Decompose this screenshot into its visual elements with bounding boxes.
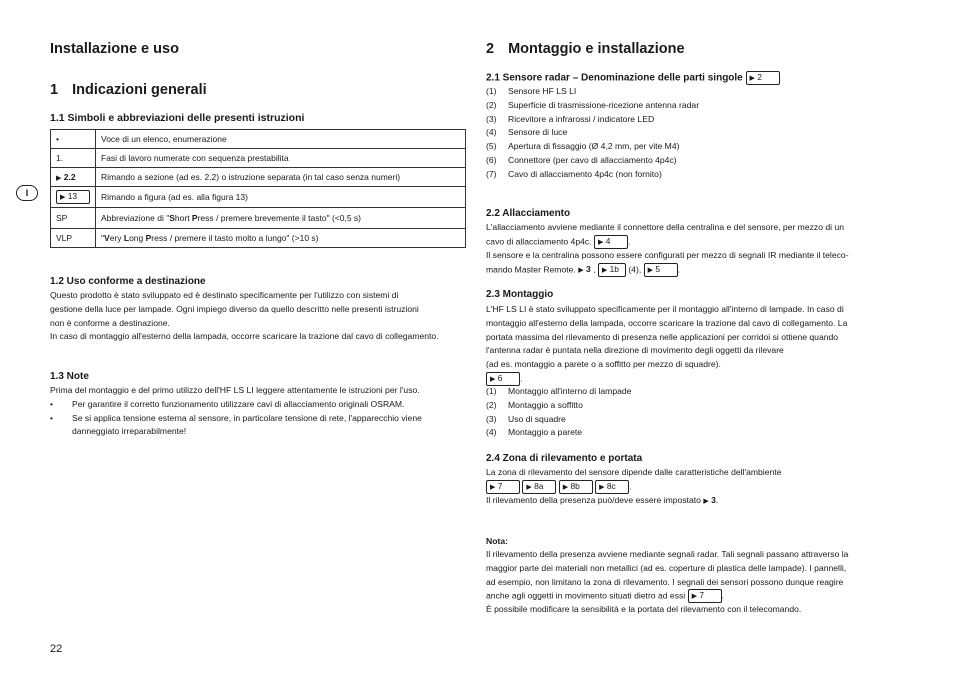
arrow-right-icon: ▶ xyxy=(490,483,496,491)
figure-ref-badge: ▶ 8c xyxy=(595,480,629,494)
paragraph-line: ad esempio, non limitano la zona di rilevamento. I segnali dei sensori possono dunque reagire xyxy=(486,576,844,587)
symbol-cell: 1. xyxy=(51,149,96,168)
section-2-4-body xyxy=(486,466,896,509)
description-cell: Voce di un elenco, enumerazione xyxy=(96,130,466,149)
description-cell: Rimando a sezione (ad es. 2.2) o istruzione separata (in tal caso senza numeri) xyxy=(96,168,466,187)
paragraph-line: portata massima del rilevamento di presenza nelle applicazioni per corridoi si ottiene quando xyxy=(486,331,839,342)
parts-list xyxy=(486,85,896,182)
bullet-icon: • xyxy=(50,398,54,409)
paragraph-line: Questo prodotto è stato sviluppato ed è destinato specificamente per l'utilizzo con sistemi di xyxy=(50,290,399,300)
arrow-right-icon: ▶ xyxy=(578,266,584,274)
table-row xyxy=(51,168,466,187)
section-1-3-body xyxy=(50,384,466,439)
section-1-title: 1 Indicazioni generali xyxy=(50,82,207,98)
arrow-right-icon: ▶ xyxy=(597,238,604,246)
list-item: (2) Montaggio a soffitto xyxy=(486,399,583,410)
arrow-right-icon: ▶ xyxy=(749,75,755,82)
paragraph-line: (ad es. montaggio a parete o a soffitto per mezzo di squadre). xyxy=(486,359,721,370)
paragraph-line: maggior parte dei materiali non metallici (ad es. coperture di plastica delle lampade). I pannelli, xyxy=(486,562,847,573)
paragraph-line: Prima del montaggio e del primo utilizzo dell'HF LS LI leggere attentamente le istruzioni per l'uso. xyxy=(50,385,420,395)
arrow-right-icon: ▶ xyxy=(647,266,653,274)
arrow-right-icon: ▶ xyxy=(599,483,605,491)
figure-ref-badge: ▶ 13 xyxy=(56,190,90,204)
list-item: danneggiato irreparabilmente! xyxy=(72,426,187,437)
symbol-cell xyxy=(51,187,96,208)
arrow-right-icon: ▶ xyxy=(703,497,709,505)
table-row xyxy=(51,208,466,229)
section-2-1-title: 2.1 Sensore radar – Denominazione delle parti singole ▶ 2 xyxy=(486,71,896,85)
paragraph-line: ▶ 6 . xyxy=(486,372,896,386)
section-1-3-title: 1.3 Note xyxy=(50,371,89,382)
list-item: • Per garantire il corretto funzionamento utilizzare cavi di allacciamento originali OSRAM. xyxy=(50,398,466,412)
figure-ref-badge: ▶ 5 xyxy=(644,263,678,277)
list-item: (6) Connettore (per cavo di allacciamento 4p4c) xyxy=(486,154,677,165)
list-item: (7) Cavo di allacciamento 4p4c (non fornito) xyxy=(486,168,662,179)
description-cell: Abbreviazione di "Short Press / premere brevemente il tasto" (<0,5 s) xyxy=(96,208,466,229)
arrow-right-icon: ▶ xyxy=(56,175,62,182)
figure-ref-badge: ▶ 7 xyxy=(688,589,722,603)
arrow-right-icon: ▶ xyxy=(60,194,66,201)
list-item: (3) Uso di squadre xyxy=(486,413,566,424)
symbol-cell: VLP xyxy=(51,229,96,248)
paragraph-line: La zona di rilevamento del sensore dipende dalle caratteristiche dell'ambiente xyxy=(486,467,782,477)
paragraph-line: Il rilevamento della presenza avviene mediante segnali radar. Tali segnali passano attraverso la xyxy=(486,549,849,559)
arrow-right-icon: ▶ xyxy=(562,483,569,491)
symbol-cell: ▶ 2.2 xyxy=(51,168,96,187)
paragraph-line: cavo di allacciamento 4p4c. ▶ 4 . xyxy=(486,235,896,249)
description-cell: Fasi di lavoro numerate con sequenza prestabilita xyxy=(96,149,466,168)
figure-refs: ▶ 7 ▶ 8a ▶ 8b ▶ 8c . xyxy=(486,480,896,494)
list-item: (2) Superficie di trasmissione-ricezione antenna radar xyxy=(486,99,700,110)
paragraph-line: mando Master Remote. ▶ 3 , ▶ 1b (4), ▶ 5 . xyxy=(486,263,896,278)
page-heading: Installazione e uso xyxy=(50,41,179,57)
figure-ref-badge: ▶ 2 xyxy=(746,71,780,85)
section-1-1-title: 1.1 Simboli e abbreviazioni delle presenti istruzioni xyxy=(50,112,305,124)
list-item: (1) Sensore HF LS LI xyxy=(486,86,577,96)
language-badge: I xyxy=(16,185,38,201)
bullet-icon: • xyxy=(50,412,54,423)
figure-ref-badge: ▶ 1b xyxy=(598,263,626,277)
note-title: Nota: xyxy=(486,536,508,546)
arrow-right-icon: ▶ xyxy=(691,593,697,601)
list-item: (5) Apertura di fissaggio (Ø 4,2 mm, per vite M4) xyxy=(486,141,680,152)
page-number: 22 xyxy=(50,643,63,655)
table-row xyxy=(51,229,466,248)
paragraph-line: Il rilevamento della presenza può/deve essere impostato ▶ 3. xyxy=(486,494,719,505)
list-item: (3) Ricevitore a infrarossi / indicatore LED xyxy=(486,113,655,124)
section-1-2-title: 1.2 Uso conforme a destinazione xyxy=(50,276,206,287)
section-2-3-title: 2.3 Montaggio xyxy=(486,289,554,300)
section-2-4-title: 2.4 Zona di rilevamento e portata xyxy=(486,453,643,464)
description-cell: Rimando a figura (ad es. alla figura 13) xyxy=(96,187,466,208)
paragraph-line: Il sensore e la centralina possono essere configurati per mezzo di segnali IR mediante il teleco- xyxy=(486,249,849,260)
table-row xyxy=(51,130,466,149)
paragraph-line: L'allacciamento avviene mediante il connettore della centralina e del sensore, per mezzo di un xyxy=(486,222,845,232)
list-item: (4) Montaggio a parete xyxy=(486,427,583,438)
figure-ref-badge: ▶ 4 xyxy=(594,235,628,249)
table-row xyxy=(51,187,466,208)
list-item: • Se si applica tensione esterna al sensore, in particolare tensione di rete, l'apparecchio viene xyxy=(50,412,466,426)
section-1-2-body xyxy=(50,289,466,344)
section-2-3-body xyxy=(486,303,896,386)
list-item: (4) Sensore di luce xyxy=(486,127,568,138)
paragraph-line: In caso di montaggio all'esterno della lampada, occorre scaricare la trazione dal cavo di collegamento. xyxy=(50,331,439,342)
paragraph-line: È possibile modificare la sensibilità e la portata del rilevamento con il telecomando. xyxy=(486,604,802,615)
paragraph-line: l'antenna radar è puntata nella direzione di movimento degli oggetti da rilevare xyxy=(486,345,784,356)
paragraph-line: L'HF LS LI è stato sviluppato specificamente per il montaggio all'interno di lampade. In caso di xyxy=(486,304,844,314)
section-2-title: 2 Montaggio e installazione xyxy=(486,41,685,57)
figure-ref-badge: ▶ 8b xyxy=(559,480,593,494)
note-body xyxy=(486,548,896,617)
mounting-list xyxy=(486,385,896,440)
symbol-cell: • xyxy=(51,130,96,149)
figure-ref-badge: ▶ 7 xyxy=(486,480,520,494)
section-2-2-body xyxy=(486,221,896,278)
paragraph-line: montaggio all'esterno della lampada, occorre scaricare la trazione dal cavo di collegamento. La xyxy=(486,317,848,328)
figure-ref-badge: ▶ 8a xyxy=(522,480,556,494)
symbols-table xyxy=(50,129,466,248)
description-cell: "Very Long Press / premere il tasto molto a lungo" (>10 s) xyxy=(96,229,466,248)
figure-ref-badge: ▶ 6 xyxy=(486,372,520,386)
table-row xyxy=(51,149,466,168)
arrow-right-icon: ▶ xyxy=(490,375,496,383)
paragraph-line: anche agli oggetti in movimento situati dietro ad essi ▶ 7 . xyxy=(486,589,896,603)
symbol-cell: SP xyxy=(51,208,96,229)
section-2-2-title: 2.2 Allacciamento xyxy=(486,208,571,219)
list-item: (1) Montaggio all'interno di lampade xyxy=(486,386,632,396)
arrow-right-icon: ▶ xyxy=(601,266,608,274)
paragraph-line: gestione della luce per lampade. Ogni impiego diverso da quello descritto nelle presenti istruzioni xyxy=(50,303,419,314)
arrow-right-icon: ▶ xyxy=(526,483,532,491)
paragraph-line: non è conforme a destinazione. xyxy=(50,317,170,328)
